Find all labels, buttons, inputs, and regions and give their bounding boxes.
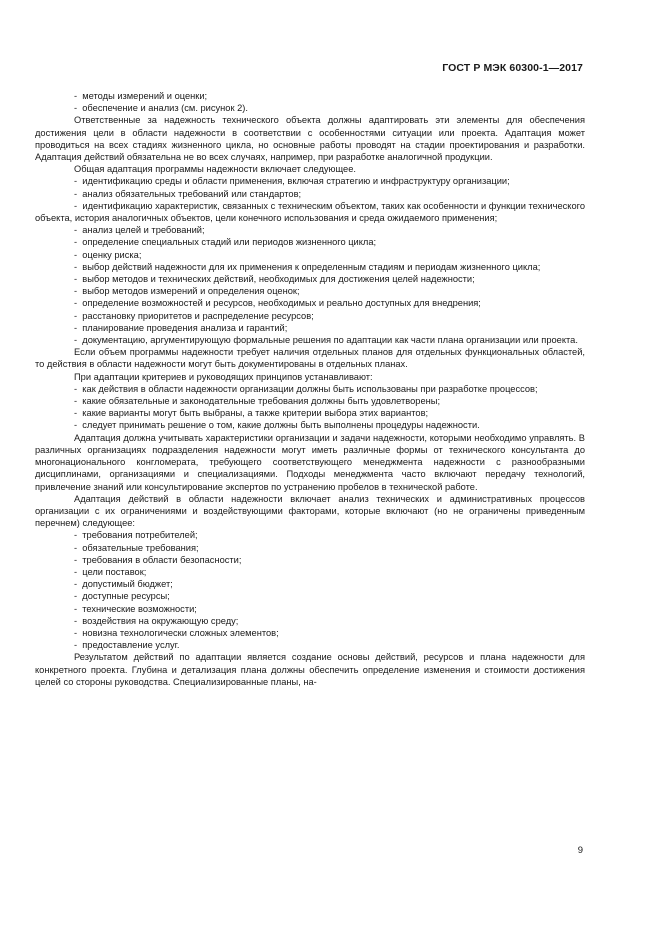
list-item: - цели поставок; [35, 566, 585, 578]
list-item: - определение специальных стадий или периодов жизненного цикла; [35, 236, 585, 248]
list-item: - выбор методов и технических действий, необходимых для достижения целей надежности; [35, 273, 585, 285]
paragraph: Результатом действий по адаптации является создание основы действий, ресурсов и плана надежности для конкретного проекта. Глубина и детализация плана должны обеспечить определение изменения и стоимости достижения целей со стороны руководства. Специализированные планы, на- [35, 652, 585, 687]
list-item: - документацию, аргументирующую формальные решения по адаптации как части плана организации или проекта. [35, 334, 585, 346]
paragraph: Общая адаптация программы надежности включает следующее. [74, 164, 356, 175]
list-item: - планирование проведения анализа и гарантий; [35, 322, 585, 334]
list-item: - какие варианты могут быть выбраны, а также критерии выбора этих вариантов; [35, 407, 585, 419]
list-item: - расстановку приоритетов и распределение ресурсов; [35, 310, 585, 322]
list-item: - доступные ресурсы; [35, 590, 585, 602]
list-item: - новизна технологически сложных элементов; [35, 627, 585, 639]
document-body [35, 90, 585, 688]
list-item: - выбор действий надежности для их применения к определенным стадиям и периодам жизненного цикла; [35, 261, 585, 273]
list-item: - воздействия на окружающую среду; [35, 615, 585, 627]
page-number: 9 [577, 845, 583, 856]
list-item: - какие обязательные и законодательные требования должны быть удовлетворены; [35, 395, 585, 407]
list-item: - требования в области безопасности; [35, 554, 585, 566]
list-item: - идентификацию характеристик, связанных с техническим объектом, таких как особенности и функции технического объекта, история аналогичных объектов, цели конечного использования и среда ожидаемого применения; [35, 200, 585, 224]
list-item: - методы измерений и оценки; [35, 90, 585, 102]
list-item: - идентификацию среды и области применения, включая стратегию и инфраструктуру организации; [35, 175, 585, 187]
list-item: - обеспечение и анализ (см. рисунок 2). [35, 102, 585, 114]
list-item: - обязательные требования; [35, 542, 585, 554]
list-item: - допустимый бюджет; [35, 578, 585, 590]
list-item: - выбор методов измерений и определения оценок; [35, 285, 585, 297]
paragraph: Ответственные за надежность технического объекта должны адаптировать эти элементы для обеспечения достижения цели в области надежности в соответствии с особенностями ситуации или проекта. Адаптация может проводиться на всех стадиях жизненного цикла, но основные работы проводят на стадии проектирования и разработки. Адаптация действий обязательна не во всех случаях, например, при разработке аналогичной продукции. [35, 115, 585, 163]
list-item: - определение возможностей и ресурсов, необходимых и реально доступных для внедрения; [35, 297, 585, 309]
list-item: - требования потребителей; [35, 529, 585, 541]
list-item: - следует принимать решение о том, какие должны быть выполнены процедуры надежности. [35, 419, 585, 431]
paragraph: Адаптация должна учитывать характеристики организации и задачи надежности, которыми необходимо управлять. В различных организациях подразделения надежности могут иметь различные формы от технического консультанта до многонационального конгломерата, требующего соответствующего менеджмента надежности с разнообразными дисциплинами, организациями и специализациями. Подходы менеджмента часто включают передачу технологий, привлечение знаний или консультирование экспертов по устранению пробелов в технической работе. [35, 432, 585, 492]
list-item: - как действия в области надежности организации должны быть использованы при разработке процессов; [35, 383, 585, 395]
document-header: ГОСТ Р МЭК 60300-1—2017 [442, 62, 583, 74]
list-item: - анализ целей и требований; [35, 224, 585, 236]
list-item: - предоставление услуг. [35, 639, 585, 651]
paragraph: Адаптация действий в области надежности включает анализ технических и административных процессов организации с их ограничениями и воздействующими факторами, которые включают (но не ограничены приведенным перечнем) следующее: [35, 493, 585, 529]
list-item: - оценку риска; [35, 249, 585, 261]
paragraph: Если объем программы надежности требует наличия отдельных планов для отдельных функциональных областей, то действия в области надежности могут быть документированы в отдельных планах. [35, 347, 585, 370]
list-item: - технические возможности; [35, 603, 585, 615]
paragraph: При адаптации критериев и руководящих принципов устанавливают: [74, 371, 373, 382]
list-item: - анализ обязательных требований или стандартов; [35, 188, 585, 200]
